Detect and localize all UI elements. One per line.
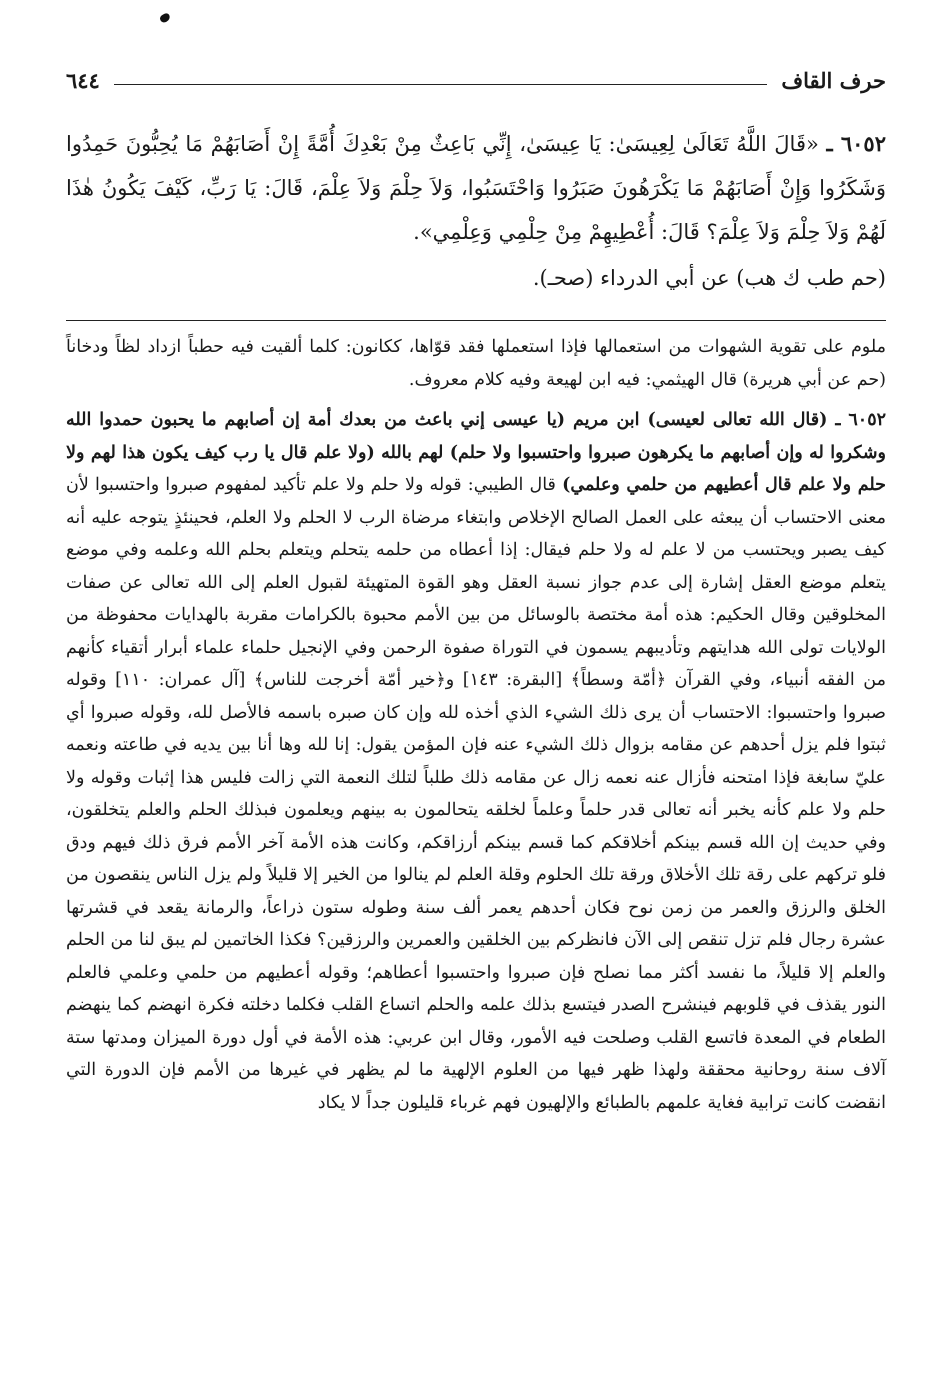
hadith-source: (حم طب ك هب) عن أبي الدرداء (صحـ).	[532, 266, 886, 290]
ink-speck	[159, 12, 171, 23]
running-header	[66, 60, 886, 100]
footnote-divider	[66, 320, 886, 321]
hadith-block	[66, 122, 886, 300]
commentary-block	[66, 331, 886, 1119]
header-rule	[114, 84, 767, 85]
commentary-continuation: ملوم على تقوية الشهوات من استعمالها فإذا استعملها فقد قوّاها، ككانون: كلما ألقيت فيه حطباً ازداد لظاً ودخاناً (حم عن أبي هريرة) قال الهيثمي: فيه ابن لهيعة وفيه كلام معروف.	[66, 337, 886, 390]
hadith-number: ٦٠٥٢ ـ	[826, 131, 886, 156]
commentary-entry-text: قال الطيبي: قوله ولا حلم ولا علم تأكيد لمفهوم صبروا واحتسبوا لأن معنى الاحتساب أن يبعثه على العمل الصالح الإخلاص وابتغاء مرضاة الرب لا الحلم ولا العلم، فحينئذٍ يتوجه عليه أنه كيف يصبر ويحتسب من لا علم له ولا حلم فيقال: إذا أعطاه من حلمه يتحلم ويتعلم بحلم الله وعلمه وفي موضع يتعلم موضع العقل إشارة إلى عدم جواز نسبة العقل وهو القوة المتهيئة لقبول العلم إلى الله تعالى عن صفات المخلوقين وقال الحكيم: هذه أمة مختصة بالوسائل من بين الأمم محبوة بالكرامات مقربة بالهدايات محفوظة من الولايات تولى الله هدايتهم وتأديبهم يسمون في التوراة صفوة الرحمن وفي الإنجيل حلماء علماء أبرار أتقياء كأنهم من الفقه أنبياء، وفي القرآن ﴿أمّة وسطاً﴾ [البقرة: ١٤٣] و﴿خير أمّة أخرجت للناس﴾ [آل عمران: ١١٠] وقوله صبروا واحتسبوا: الاحتساب أن يرى ذلك الشيء الذي أخذه لله وإن كان صبره باسمه فالأصل لله، وقوله صبروا أي ثبتوا فلم يزل أحدهم عن مقامه بزوال ذلك الشيء عنه فإن المؤمن يقول: إنا لله وها أنا بين يديه في طاعته ونعمه عليّ سابغة فإذا امتحنه فأزال عنه نعمه زال عن مقامه ذلك طلباً لتلك النعمة التي زالت فليس هذا إثبات وقوله ولا حلم ولا علم كأنه يخبر أنه تعالى قدر حلماً وعلماً لخلقه يتحالمون به بينهم ويعلمون فبذلك الحلم والعلم يتخلقون، وفي حديث إن الله قسم بينكم أخلاقكم كما قسم بينكم أرزاقكم، وكانت هذه الأمة آخر الأمم فرق ذلك فيهم ودق فلو تركهم على رقة تلك الأخلاق ورقة تلك الحلوم وقلة العلم لم ينالوا من الخير إلا قليلاً ولم يزل الناس ينقصون من الخلق والرزق والعمر من زمن نوح فكان أحدهم يعمر ألف سنة وطوله ستون ذراعاً، والرمانة يقعد في قشرتها عشرة رجال فلم تزل تنقص إلى الآن فانظركم بين الخلقين والعمرين والرزقين؟ فكذا الخاتمين لم يبق لنا من الحلم والعلم إلا قليلاً، ما نفسد أكثر مما نصلح فإن صبروا واحتسبوا أعطاهم؛ وقوله أعطيهم من حلمي وعلمي فالعلم النور يقذف في قلوبهم فينشرح الصدر فيتسع بذلك علمه والحلم اتساع القلب فكلما دخلته فكرة انهضم كما ينهضم الطعام في المعدة فاتسع القلب وصلحت فيه الأمور، وقال ابن عربي: هذه الأمة في أول دورة الميزان ومدتها ستة آلاف سنة روحانية محققة ولهذا ظهر فيها من العلوم الإلهية ما لم يظهر في غيرها من الأمم فإن الدورة التي انقضت كانت ترابية فغاية علمهم بالطبائع والإلهيون فهم غرباء قليلون جداً لا يكاد	[66, 475, 886, 1113]
hadith-text: «قَالَ اللَّهُ تَعَالَىٰ لِعِيسَىٰ: يَا عِيسَىٰ، إِنِّي بَاعِثٌ مِنْ بَعْدِكَ أُمَّةً إِنْ أَصَابَهُمْ مَا يُحِبُّونَ حَمِدُوا وَشَكَرُوا وَإِنْ أَصَابَهُمْ مَا يَكْرَهُونَ صَبَرُوا وَاحْتَسَبُوا، وَلاَ حِلْمَ وَلاَ عِلْمَ، قَالَ: يَا رَبِّ، كَيْفَ يَكُونُ هٰذَا لَهُمْ وَلاَ حِلْمَ وَلاَ عِلْمَ؟ قَالَ: أُعْطِيهِمْ مِنْ حِلْمِي وَعِلْمِي».	[66, 132, 886, 244]
commentary-entry-heading: ٦٠٥٢ ـ (قال الله تعالى لعيسى) ابن مريم (يا عيسى إني باعث من بعدك أمة إن أصابهم ما يحبون حمدوا الله وشكروا له وإن أصابهم ما يكرهون صبروا واحتسبوا ولا حلم) لهم بالله (ولا علم قال يا رب كيف يكون هذا لهم ولا حلم ولا علم قال أعطيهم من حلمي وعلمي)	[66, 410, 886, 495]
hadith-body	[66, 122, 886, 254]
page-number: ٦٤٤	[66, 67, 100, 93]
chapter-title: حرف القاف	[781, 67, 886, 93]
commentary-entry	[66, 404, 886, 1119]
book-page	[66, 60, 886, 1119]
